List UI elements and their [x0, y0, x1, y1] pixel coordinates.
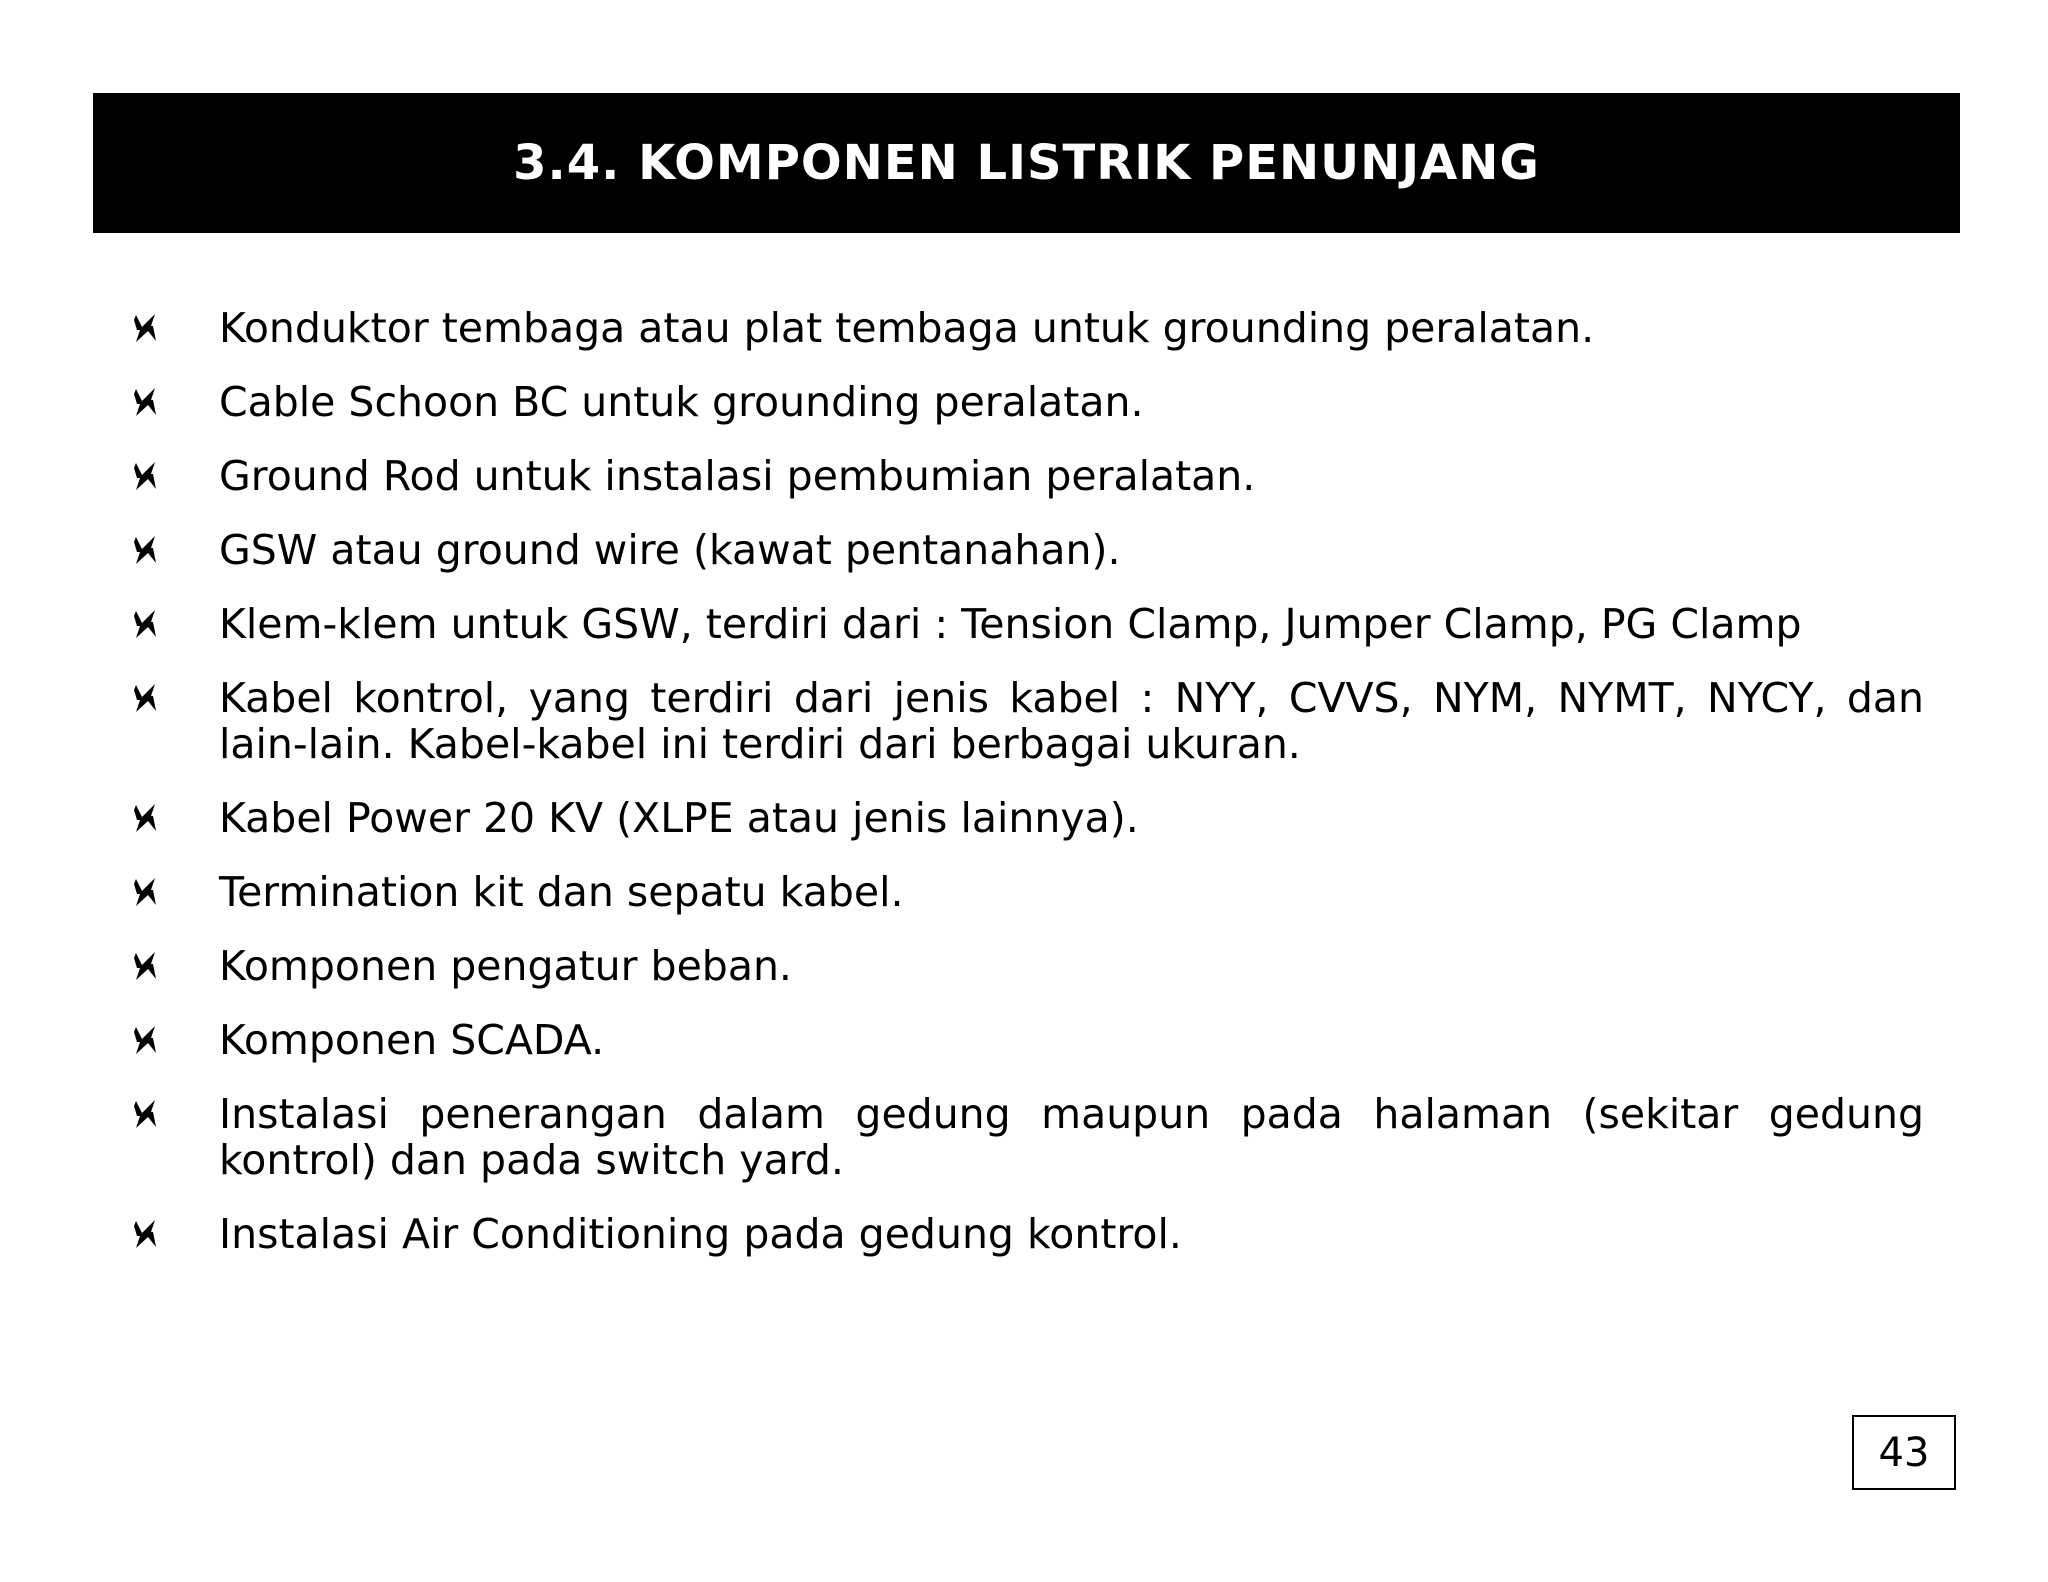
- list-item: [128, 453, 1924, 499]
- lightning-bolt-icon: [128, 1211, 219, 1257]
- component-list: [128, 305, 1924, 1285]
- lightning-bolt-icon: [128, 527, 219, 573]
- list-item: [128, 379, 1924, 425]
- lightning-bolt-icon: [128, 795, 219, 841]
- list-item: [128, 601, 1924, 647]
- list-item-text: Kabel Power 20 KV (XLPE atau jenis lainnya).: [219, 794, 1139, 842]
- lightning-bolt-icon: [128, 601, 219, 647]
- list-item: [128, 527, 1924, 573]
- section-header: [93, 93, 1960, 233]
- list-item-text: Kabel kontrol, yang terdiri dari jenis kabel : NYY, CVVS, NYM, NYMT, NYCY, dan lain-lain. Kabel-kabel ini terdiri dari berbagai ukuran.: [219, 674, 1924, 768]
- lightning-bolt-icon: [128, 1091, 219, 1137]
- lightning-bolt-icon: [128, 1017, 219, 1063]
- list-item: [128, 1017, 1924, 1063]
- list-item: [128, 1211, 1924, 1257]
- list-item-text: GSW atau ground wire (kawat pentanahan).: [219, 526, 1121, 574]
- list-item: [128, 1091, 1924, 1183]
- list-item-text: Termination kit dan sepatu kabel.: [219, 868, 904, 916]
- list-item: [128, 869, 1924, 915]
- list-item-text: Cable Schoon BC untuk grounding peralatan.: [219, 378, 1144, 426]
- list-item: [128, 795, 1924, 841]
- list-item-text: Instalasi Air Conditioning pada gedung kontrol.: [219, 1210, 1182, 1258]
- list-item: [128, 943, 1924, 989]
- page-number: 43: [1852, 1415, 1956, 1490]
- lightning-bolt-icon: [128, 675, 219, 721]
- lightning-bolt-icon: [128, 943, 219, 989]
- section-title: 3.4. KOMPONEN LISTRIK PENUNJANG: [513, 135, 1540, 191]
- list-item: [128, 675, 1924, 767]
- lightning-bolt-icon: [128, 305, 219, 351]
- list-item-text: Klem-klem untuk GSW, terdiri dari : Tension Clamp, Jumper Clamp, PG Clamp: [219, 600, 1802, 648]
- list-item-text: Konduktor tembaga atau plat tembaga untuk grounding peralatan.: [219, 304, 1595, 352]
- list-item-text: Komponen pengatur beban.: [219, 942, 792, 990]
- list-item-text: Instalasi penerangan dalam gedung maupun pada halaman (sekitar gedung kontrol) dan pada switch yard.: [219, 1090, 1924, 1184]
- lightning-bolt-icon: [128, 869, 219, 915]
- list-item-text: Komponen SCADA.: [219, 1016, 605, 1064]
- list-item: [128, 305, 1924, 351]
- lightning-bolt-icon: [128, 453, 219, 499]
- list-item-text: Ground Rod untuk instalasi pembumian peralatan.: [219, 452, 1256, 500]
- lightning-bolt-icon: [128, 379, 219, 425]
